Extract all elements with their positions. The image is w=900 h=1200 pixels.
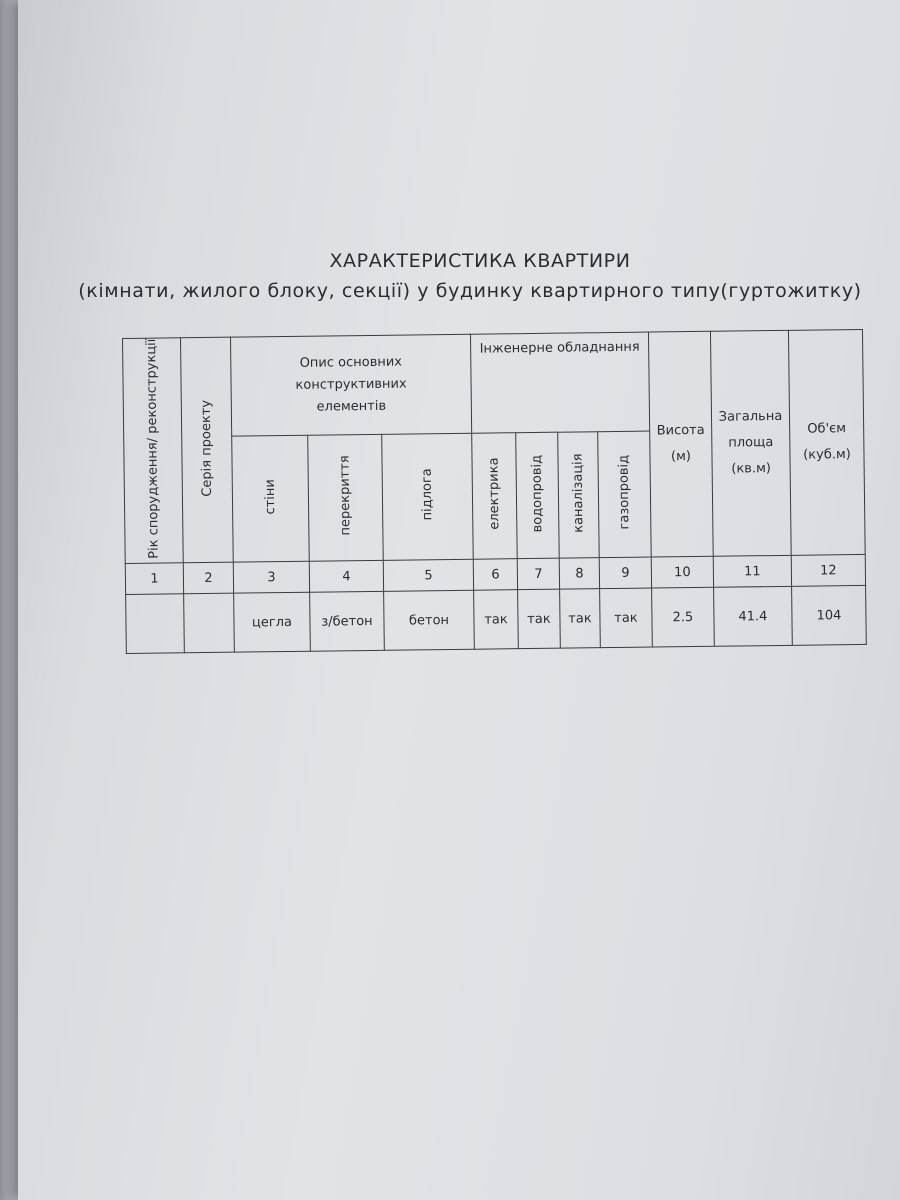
- column-number: 3: [233, 561, 309, 593]
- column-number: 2: [183, 562, 233, 594]
- cell-volume: 104: [792, 586, 867, 646]
- data-row: [126, 586, 867, 654]
- column-number: 1: [125, 563, 183, 595]
- cell-area: 41.4: [714, 586, 793, 646]
- header-year: Рік спорудження/ реконструкції: [123, 338, 184, 564]
- header-floors-ceiling: перекриття: [308, 434, 384, 561]
- column-number: 12: [791, 555, 865, 587]
- cell-year: [126, 594, 185, 654]
- header-area: Загальна площа (кв.м): [710, 330, 791, 556]
- document-subtitle: (кімнати, жилого блоку, секції) у будинку квартирного типу(гуртожитку): [78, 280, 862, 302]
- cell-walls: цегла: [234, 592, 311, 652]
- cell-floor: бетон: [384, 590, 475, 650]
- document-title: ХАРАКТЕРИСТИКА КВАРТИРИ: [329, 250, 631, 272]
- header-structural-group: Опис основних конструктивних елементів: [230, 334, 471, 436]
- cell-sewer: так: [560, 589, 601, 648]
- cell-series: [184, 593, 235, 653]
- header-floor: підлога: [382, 433, 474, 560]
- column-number: 10: [651, 556, 713, 588]
- cell-height: 2.5: [652, 587, 715, 647]
- header-walls: стіни: [232, 435, 310, 562]
- column-number: 4: [309, 560, 383, 592]
- column-number: 6: [473, 559, 517, 591]
- header-series: Серія проекту: [181, 337, 234, 563]
- cell-water: так: [518, 589, 561, 649]
- header-electric: електрика: [472, 432, 518, 559]
- apartment-characteristics-table: [122, 329, 867, 654]
- column-number: 5: [383, 559, 473, 591]
- header-height: Висота (м): [648, 331, 713, 557]
- header-row-top: [123, 329, 864, 437]
- header-sewer: каналізація: [558, 431, 600, 558]
- header-water: водопровід: [516, 432, 560, 559]
- column-number: 11: [713, 555, 791, 587]
- header-engineering-group: Інженерне обладнання: [470, 332, 649, 433]
- header-volume: Об'єм (куб.м): [788, 329, 865, 555]
- header-gas: газопровід: [598, 431, 652, 558]
- cell-floors-ceiling: з/бетон: [310, 591, 385, 651]
- column-number: 9: [599, 557, 651, 589]
- column-number: 7: [517, 558, 559, 590]
- column-number: 8: [559, 558, 599, 589]
- cell-electric: так: [474, 590, 519, 650]
- cell-gas: так: [600, 588, 653, 648]
